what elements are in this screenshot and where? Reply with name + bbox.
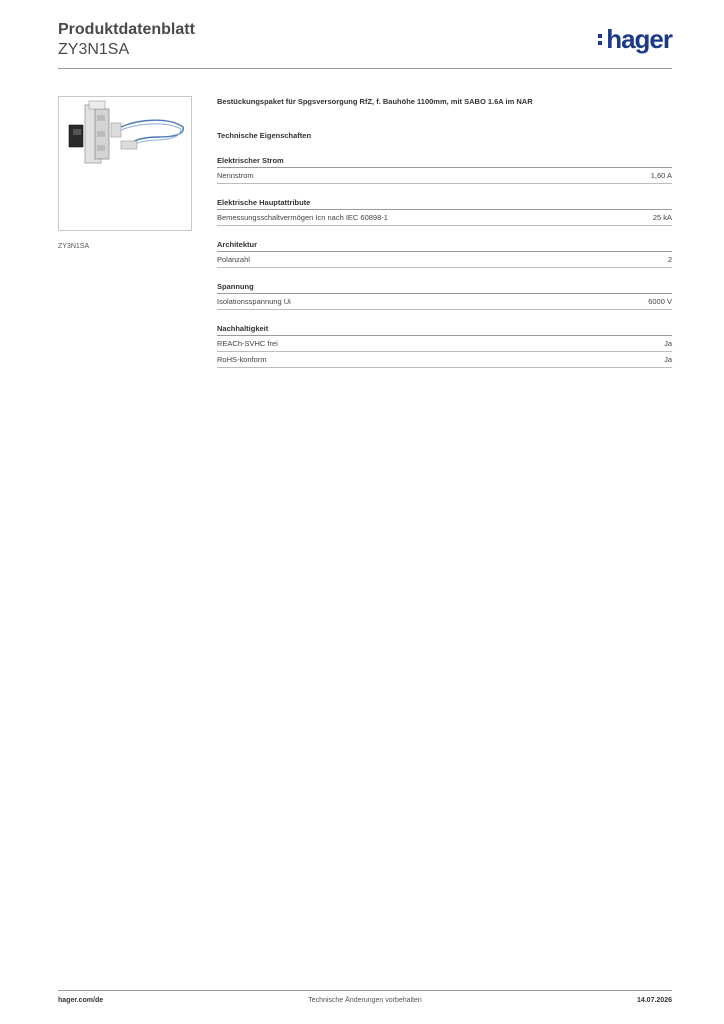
page-title: Produktdatenblatt — [58, 21, 195, 38]
group-title: Elektrische Hauptattribute — [217, 197, 672, 210]
table-row — [217, 168, 672, 184]
logo-text: hager — [606, 24, 672, 54]
table-row — [217, 336, 672, 352]
disclaimer: Technische Änderungen vorbehalten — [308, 997, 422, 1004]
row-value: 6000 V — [648, 297, 672, 306]
row-label: Bemessungsschaltvermögen Icn nach IEC 60898-1 — [217, 213, 388, 222]
row-label: RoHS-konform — [217, 355, 267, 364]
row-value: Ja — [664, 339, 672, 348]
table-row — [217, 210, 672, 226]
group-architektur — [217, 239, 672, 268]
header-divider — [58, 68, 672, 69]
group-title: Elektrischer Strom — [217, 155, 672, 168]
row-value: 2 — [667, 255, 672, 264]
group-nachhaltigkeit — [217, 323, 672, 368]
product-number: ZY3N1SA — [58, 41, 130, 58]
group-spannung — [217, 281, 672, 310]
table-row — [217, 352, 672, 368]
group-title: Architektur — [217, 239, 672, 252]
image-caption: ZY3N1SA — [58, 243, 90, 250]
product-description: Bestückungspaket für Spgsversorgung RfZ, f. Bauhöhe 1100mm, mit SABO 1.6A im NAR — [217, 97, 533, 106]
product-details — [217, 96, 672, 368]
product-image — [58, 96, 192, 231]
row-label: REACh-SVHC frei — [217, 339, 278, 348]
page-header — [58, 20, 672, 70]
logo-dots-icon — [598, 34, 604, 45]
table-row — [217, 252, 672, 268]
group-elektrische-hauptattribute — [217, 197, 672, 226]
row-label: Nennstrom — [217, 171, 254, 180]
section-heading: Technische Eigenschaften — [217, 131, 312, 140]
hager-logo — [598, 24, 672, 54]
row-label: Isolationsspannung Ui — [217, 297, 291, 306]
website-link[interactable]: hager.com/de — [58, 997, 104, 1004]
group-title: Nachhaltigkeit — [217, 323, 672, 336]
table-row — [217, 294, 672, 310]
footer-divider — [58, 990, 672, 991]
row-value: 25 kA — [652, 213, 672, 222]
document-date: 14.07.2026 — [636, 997, 672, 1004]
group-elektrischer-strom — [217, 155, 672, 184]
row-value: 1,60 A — [650, 171, 672, 180]
row-value: Ja — [664, 355, 672, 364]
product-illustration-icon — [59, 97, 191, 230]
group-title: Spannung — [217, 281, 672, 294]
row-label: Polanzahl — [217, 255, 250, 264]
